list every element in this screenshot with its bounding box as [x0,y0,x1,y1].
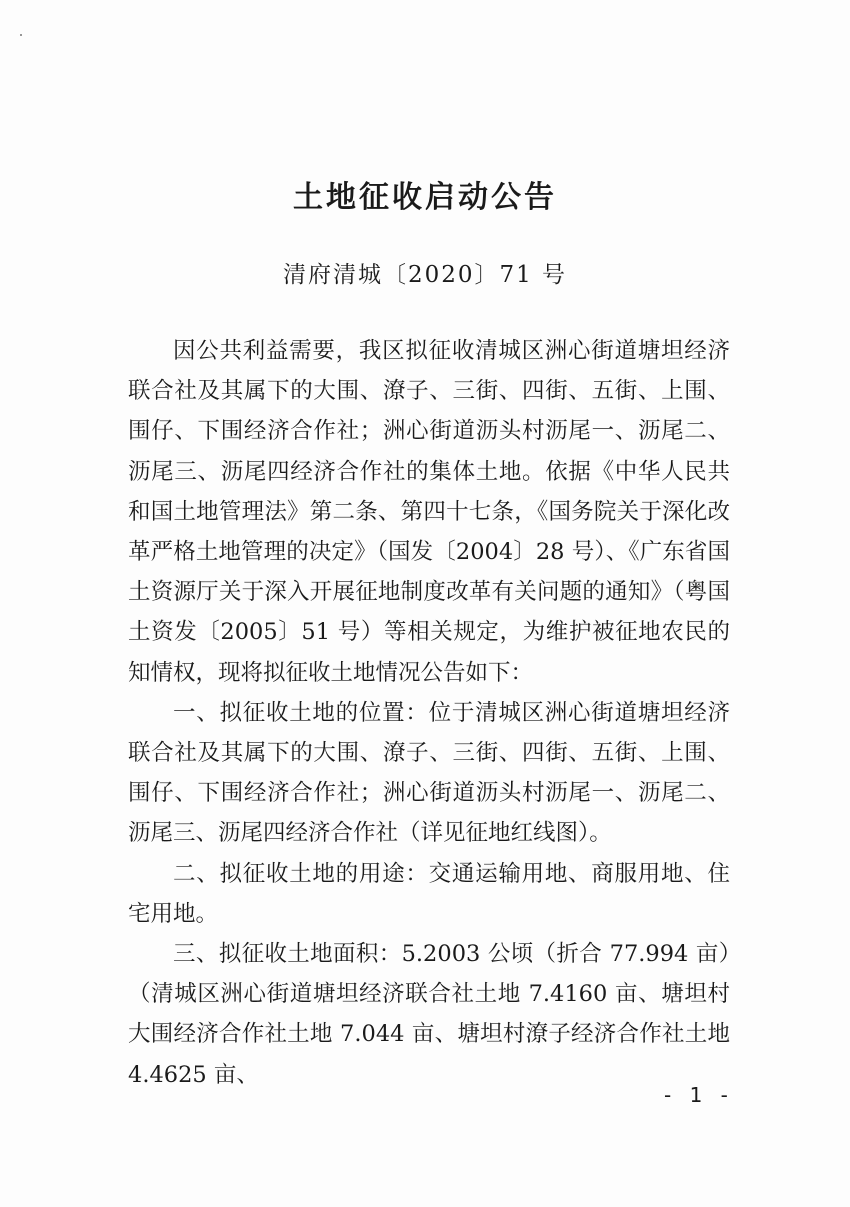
document-number: 清府清城〔2020〕71 号 [282,262,568,288]
paragraph-area: 三、拟征收土地面积：5.2003 公顷（折合 77.994 亩）（清城区洲心街道塘坦经济联合社土地 7.4160 亩、塘坦村大围经济合作社土地 7.044 亩、塘坦村潦子经济合作社土地 4.4625 亩、 [128,941,730,1088]
paragraph-intro: 因公共利益需要，我区拟征收清城区洲心街道塘坦经济联合社及其属下的大围、潦子、三街、四街、五街、上围、围仔、下围经济合作社；洲心街道沥头村沥尾一、沥尾二、沥尾三、沥尾四经济合作社的集体土地。依据《中华人民共和国土地管理法》第二条、第四十七条，《国务院关于深化改革严格土地管理的决定》（国发〔2004〕28 号）、《广东省国土资源厅关于深入开展征地制度改革有关问题的通知》（粤国土资发〔2005〕51 号）等相关规定，为维护被征地农民的知情权，现将拟征收土地情况公告如下： [128,338,730,686]
paragraph-purpose: 二、拟征收土地的用途：交通运输用地、商服用地、住宅用地。 [128,860,730,927]
document-body [128,331,730,1095]
paragraph-location: 一、拟征收土地的位置：位于清城区洲心街道塘坦经济联合社及其属下的大围、潦子、三街、四街、五街、上围、围仔、下围经济合作社；洲心街道沥头村沥尾一、沥尾二、沥尾三、沥尾四经济合作社（详见征地红线图）。 [128,699,730,847]
page-number: - 1 - [664,1083,734,1107]
document-title: 土地征收启动公告 [293,180,557,215]
scan-speck [20,34,22,36]
